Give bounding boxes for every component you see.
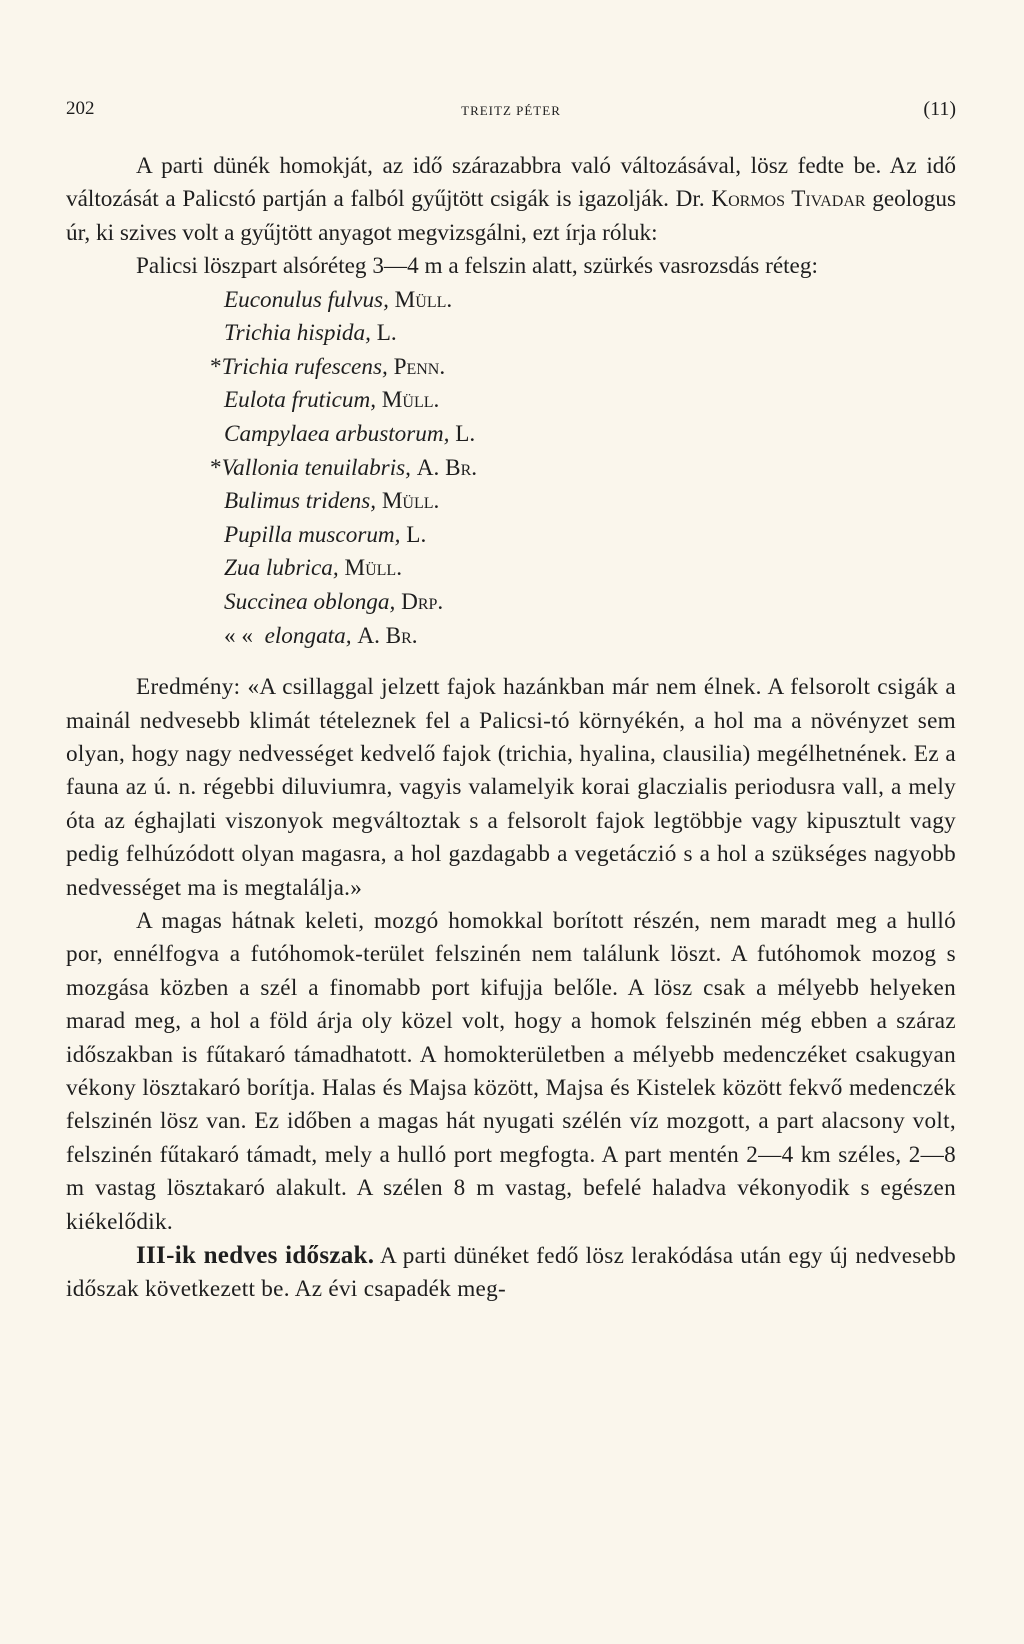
species-author: Müll.	[344, 555, 402, 582]
species-author: L.	[455, 421, 476, 447]
species-list	[66, 284, 956, 654]
section-number: (11)	[923, 98, 956, 120]
species-item	[224, 284, 956, 318]
text-run: geologus úr, ki szives volt a gyűjtött anyagot megvizsgálni, ezt írja róluk:	[66, 186, 956, 246]
species-name: Zua lubrica,	[224, 555, 339, 582]
species-name: Eulota fruticum,	[224, 387, 376, 414]
species-item	[224, 418, 956, 452]
species-author: L.	[376, 320, 397, 347]
body-text	[66, 150, 956, 1307]
species-author: A. Br.	[416, 454, 478, 481]
species-name: Pupilla muscorum,	[224, 521, 401, 548]
paragraph: Eredmény: «A csillaggal jelzett fajok hazánkban már nem élnek. A felsorolt csigák a mainál nedvesebb klimát tételeznek fel a Palicsi-tó környékén, a hol ma a növényzet sem olyan, hogy nagy nedvességet kedvelő fajok (trichia, hyalina, clausilia) megélhetnének. Ez a fauna az ú. n. régebbi diluviumra, vagyis valamelyik korai glaczialis periodusra vall, a mely óta az éghajlati viszonyok megváltoztak s a felsorolt fajok legtöbbje vagy kipusztult vagy pedig felhúzódott olyan magasra, a hol gazdagabb a vegetáczió s a hol a szükséges nagyobb nedvességet ma is megtalálja.»	[66, 674, 956, 901]
species-author: Drp.	[401, 588, 444, 615]
species-name: elongata,	[264, 622, 352, 649]
text-run: A parti dünék homokját, az idő szárazabbra való változásával, lösz fedte be. Az idő változását a Palicstó partján a falból gyűjtött csigák is igazolják. Dr.	[66, 153, 956, 213]
species-author: L.	[406, 521, 427, 548]
species-name: Trichia rufescens,	[221, 353, 388, 380]
species-author: Müll.	[381, 488, 440, 515]
page-number: 202	[66, 98, 95, 119]
species-name: Euconulus fulvus,	[224, 286, 389, 313]
paragraph	[66, 150, 956, 250]
species-item	[224, 620, 956, 654]
species-item	[224, 384, 956, 418]
running-title: TREITZ PÉTER	[461, 103, 561, 118]
species-author: Müll.	[381, 387, 440, 414]
ditto-mark: « «	[224, 622, 253, 649]
paragraph	[66, 1239, 956, 1307]
species-item	[210, 452, 956, 486]
species-name: Vallonia tenuilabris,	[221, 454, 411, 481]
species-item	[210, 351, 956, 385]
species-name: Succinea oblonga,	[224, 588, 396, 615]
species-author: A. Br.	[357, 622, 418, 649]
star-mark: *	[210, 454, 222, 481]
species-item	[224, 519, 956, 553]
species-item	[224, 586, 956, 620]
section-heading: III-ik nedves időszak.	[136, 1242, 375, 1270]
species-name: Bulimus tridens,	[224, 488, 377, 515]
species-name: Campylaea arbustorum,	[224, 421, 450, 447]
species-item	[224, 317, 956, 351]
species-author: Müll.	[394, 286, 453, 313]
species-item	[224, 485, 956, 519]
star-mark: *	[210, 353, 222, 380]
species-author: Penn.	[393, 353, 446, 380]
spacer	[66, 653, 956, 671]
paragraph: Palicsi löszpart alsóréteg 3—4 m a felszin alatt, szürkés vasrozsdás réteg:	[136, 253, 818, 280]
species-item	[224, 552, 956, 586]
species-name: Trichia hispida,	[224, 320, 371, 347]
text-run: A parti dünéket fedő lösz lerakódása után egy új nedvesebb időszak következett be. Az évi csapadék meg-	[66, 1243, 956, 1303]
author-name: Kormos Tivadar	[711, 186, 866, 213]
paragraph: A magas hátnak keleti, mozgó homokkal borított részén, nem maradt meg a hulló por, ennélfogva a futóhomok-terület felszinén nem találunk löszt. A futóhomok mozog s mozgása közben a szél a finomabb port kifujja belőle. A lösz csak a mélyebb helyeken marad meg, a hol a föld árja oly közel volt, hogy a homok felszinén még ebben a száraz időszakban is fűtakaró támadhatott. A homokterületben a mélyebb medenczéket csakugyan vékony lösztakaró borítja. Halas és Majsa között, Majsa és Kistelek között fekvő medenczék felszinén lösz van. Ez időben a magas hát nyugati szélén víz mozgott, a part alacsony volt, felszinén fűtakaró támadt, mely a hulló port megfogta. A part mentén 2—4 km széles, 2—8 m vastag lösztakaró alakult. A szélen 8 m vastag, befelé haladva vékonyodik s egészen kiékelődik.	[66, 908, 956, 1235]
running-header	[66, 98, 956, 128]
